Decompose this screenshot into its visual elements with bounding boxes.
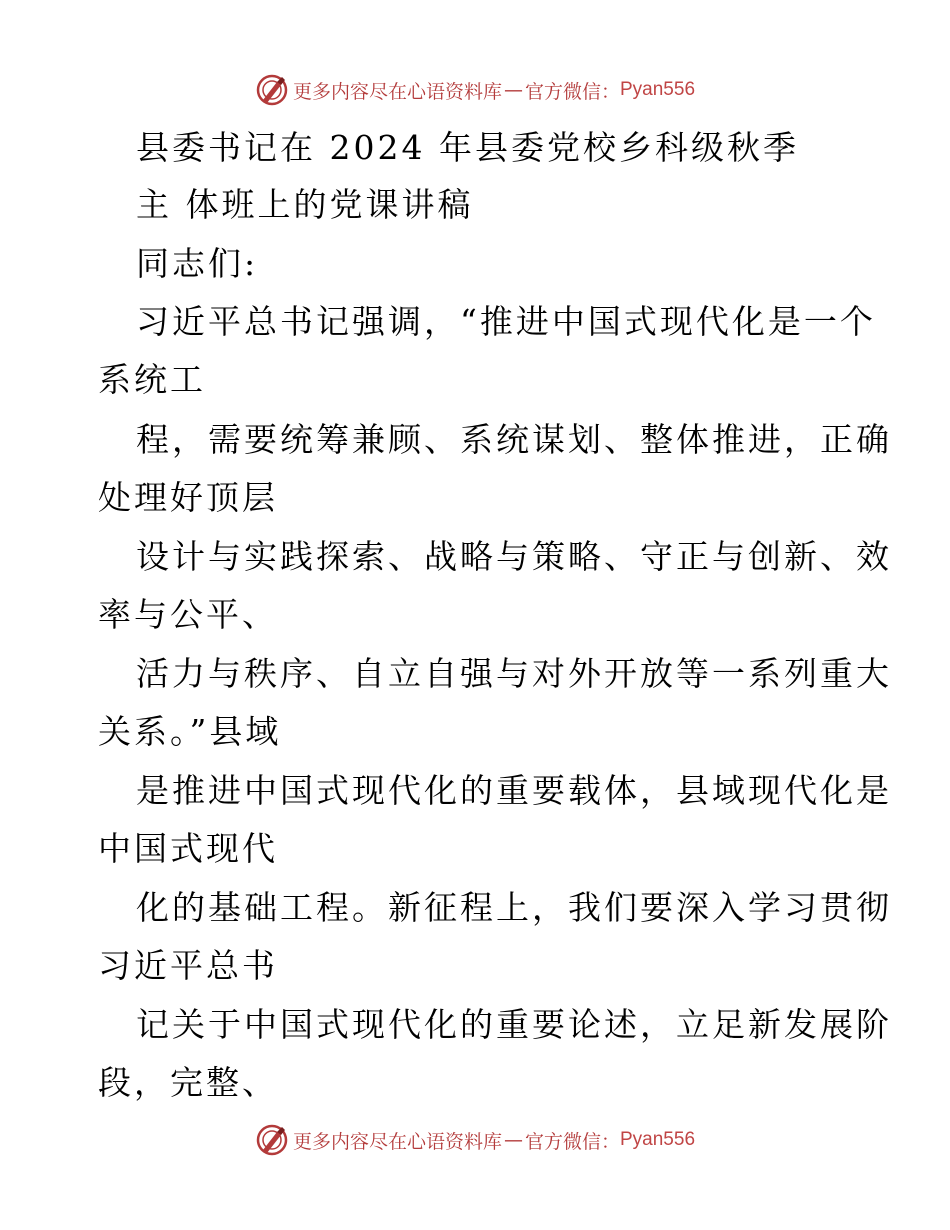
paragraph-line: 段，完整、	[98, 1063, 278, 1102]
watermark-dash: —	[503, 79, 523, 101]
watermark-contact-label: 官方微信：	[524, 1130, 620, 1153]
paragraph-line: 习近平总书记强调，“推进中国式现代化是一个	[136, 302, 876, 341]
watermark-contact-label: 官方微信：	[524, 80, 620, 103]
salutation: 同志们:	[136, 244, 259, 283]
title-line-1: 县委书记在 2024 年县委党校乡科级秋季	[136, 128, 799, 167]
paragraph-line: 设计与实践探索、战略与策略、守正与创新、效	[136, 537, 892, 576]
title-line-2: 主 体班上的党课讲稿	[136, 185, 474, 224]
watermark-text: 更多内容尽在心语资料库	[292, 1130, 502, 1153]
paragraph-line: 系统工	[98, 360, 206, 399]
paragraph-line: 活力与秩序、自立自强与对外开放等一系列重大	[136, 654, 892, 693]
pen-logo-icon	[255, 1123, 289, 1157]
paragraph-line: 是推进中国式现代化的重要载体，县域现代化是	[136, 771, 892, 810]
paragraph-line: 习近平总书	[98, 946, 278, 985]
paragraph-line: 记关于中国式现代化的重要论述，立足新发展阶	[136, 1005, 892, 1044]
paragraph-line: 处理好顶层	[98, 478, 278, 517]
watermark-footer	[0, 1120, 950, 1160]
watermark-contact-id: Pyan556	[620, 1129, 696, 1150]
paragraph-line: 关系。”县域	[98, 712, 282, 751]
watermark-dash: —	[503, 1129, 523, 1151]
paragraph-line: 率与公平、	[98, 595, 278, 634]
watermark-contact-id: Pyan556	[620, 79, 696, 100]
paragraph-line: 化的基础工程。新征程上，我们要深入学习贯彻	[136, 888, 892, 927]
paragraph-line: 中国式现代	[98, 829, 278, 868]
paragraph-line: 程，需要统筹兼顾、系统谋划、整体推进，正确	[136, 420, 892, 459]
watermark-text: 更多内容尽在心语资料库	[292, 80, 502, 103]
